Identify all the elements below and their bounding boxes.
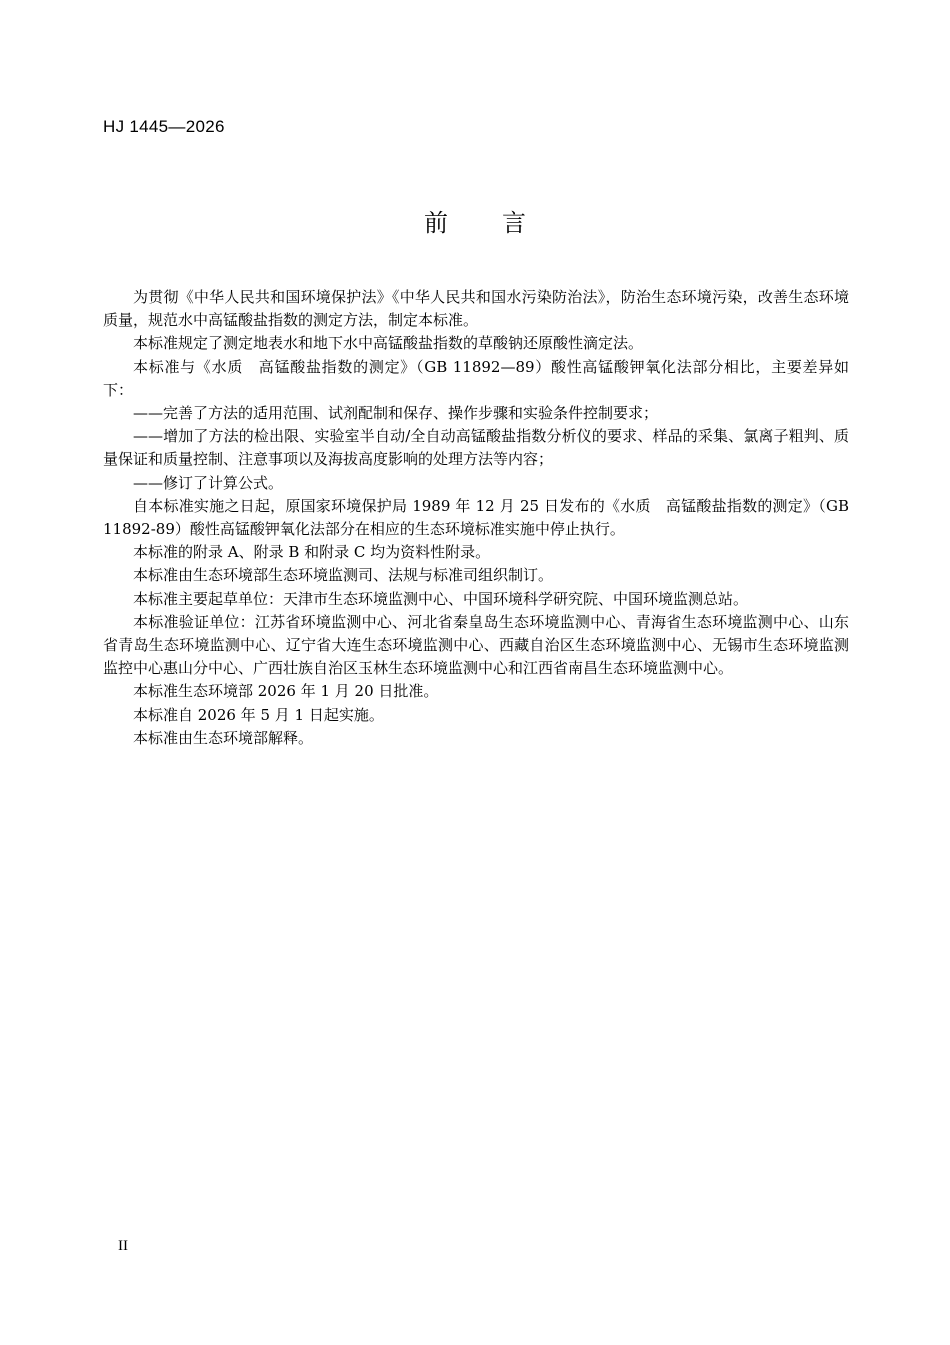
paragraph-verifiers: 本标准验证单位：江苏省环境监测中心、河北省秦皇岛生态环境监测中心、青海省生态环境监测中心、山东省青岛生态环境监测中心、辽宁省大连生态环境监测中心、西藏自治区生态环境监测中心、无锡市生态环境监测监控中心惠山分中心、广西壮族自治区玉林生态环境监测中心和江西省南昌生态环境监测中心。 [103,612,849,678]
page-number: II [118,1238,128,1254]
paragraph-purpose: 为贯彻《中华人民共和国环境保护法》《中华人民共和国水污染防治法》，防治生态环境污染，改善生态环境质量，规范水中高锰酸盐指数的测定方法，制定本标准。 [103,288,849,330]
paragraph-supersede: 自本标准实施之日起，原国家环境保护局 1989 年 12 月 25 日发布的《水质 高锰酸盐指数的测定》（GB 11892-89）酸性高锰酸钾氧化法部分在相应的生态环境标准实施中停止执行。 [103,496,849,539]
page-title: 前言 [424,209,580,237]
document-code: HJ 1445—2026 [103,117,225,136]
paragraph-effective: 本标准自 2026 年 5 月 1 日起实施。 [133,705,384,724]
paragraph-interpretation: 本标准由生态环境部解释。 [133,728,314,747]
paragraph-organizer: 本标准由生态环境部生态环境监测司、法规与标准司组织制订。 [133,566,554,585]
paragraph-scope: 本标准规定了测定地表水和地下水中高锰酸盐指数的草酸钠还原酸性滴定法。 [133,334,644,353]
foreword-body [103,286,849,750]
paragraph-drafters: 本标准主要起草单位：天津市生态环境监测中心、中国环境科学研究院、中国环境监测总站。 [133,589,749,608]
paragraph-differences-intro: 本标准与《水质 高锰酸盐指数的测定》（GB 11892—89）酸性高锰酸钾氧化法部分相比，主要差异如下： [103,357,849,399]
paragraph-approval: 本标准生态环境部 2026 年 1 月 20 日批准。 [133,682,439,701]
paragraph-difference-3: ——修订了计算公式。 [133,473,284,492]
paragraph-annexes: 本标准的附录 A、附录 B 和附录 C 均为资料性附录。 [133,543,491,562]
paragraph-difference-1: ——完善了方法的适用范围、试剂配制和保存、操作步骤和实验条件控制要求； [133,404,659,423]
paragraph-difference-2: ——增加了方法的检出限、实验室半自动/全自动高锰酸盐指数分析仪的要求、样品的采集、氯离子粗判、质量保证和质量控制、注意事项以及海拔高度影响的处理方法等内容； [103,427,849,469]
